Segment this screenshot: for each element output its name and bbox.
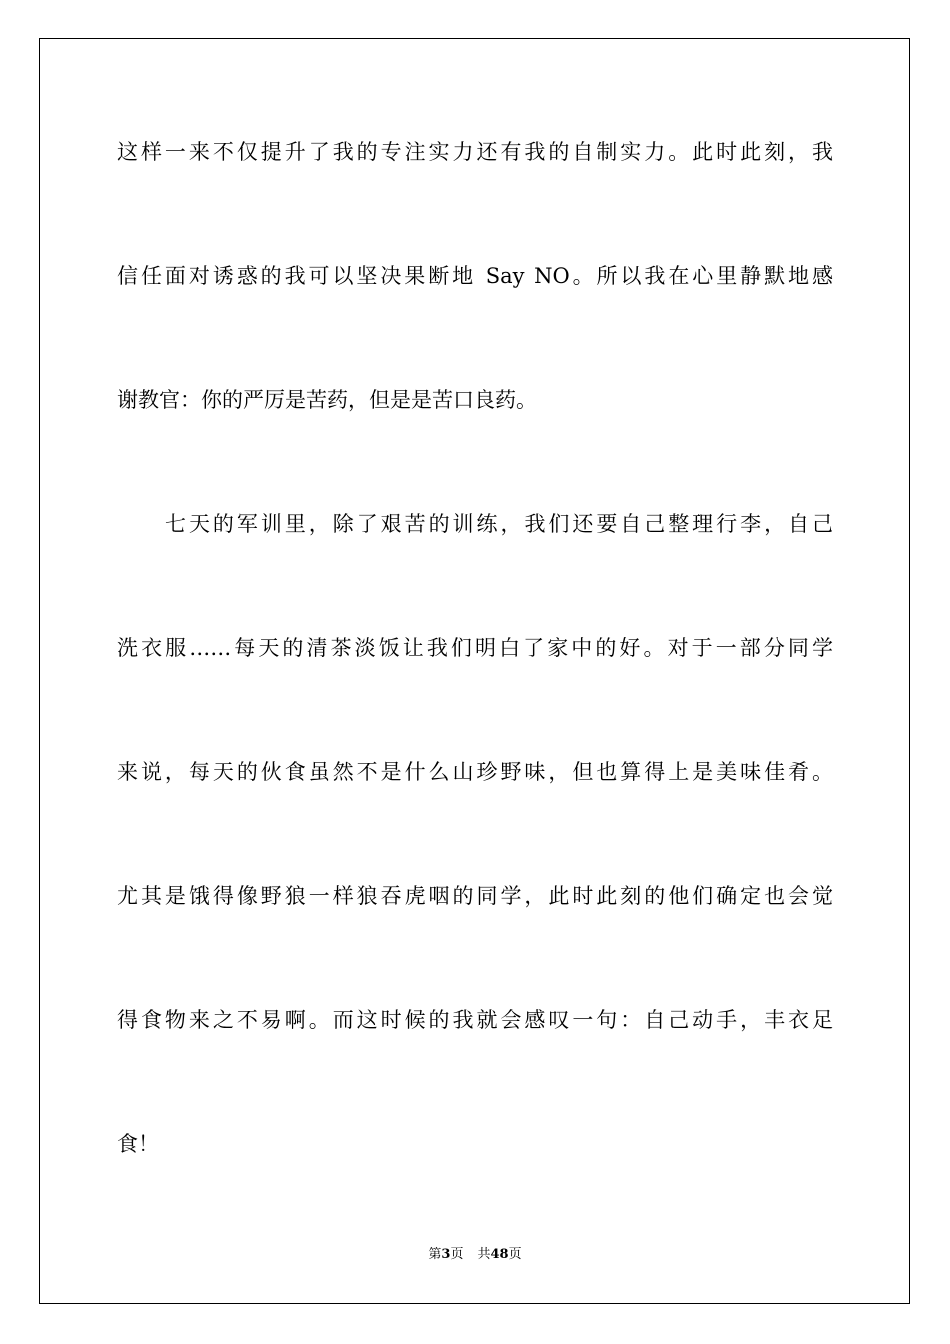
paragraph-line-7: 尤其是饿得像野狼一样狼吞虎咽的同学，此时此刻的他们确定也会觉 — [117, 884, 833, 908]
footer-page-suffix: 页 — [450, 1247, 464, 1262]
footer-total-prefix: 共 — [477, 1247, 491, 1262]
paragraph-line-1: 这样一来不仅提升了我的专注实力还有我的自制实力。此时此刻，我 — [117, 140, 833, 164]
footer-page-prefix: 第 — [428, 1247, 442, 1262]
footer-total-suffix: 页 — [508, 1247, 522, 1262]
footer-page-number: 3 — [441, 1247, 451, 1262]
page-footer — [0, 1246, 950, 1264]
paragraph-line-8: 得食物来之不易啊。而这时候的我就会感叹一句：自己动手，丰衣足 — [117, 1008, 833, 1032]
paragraph-line-4: 七天的军训里，除了艰苦的训练，我们还要自己整理行李，自己 — [165, 512, 833, 536]
paragraph-line-2: 信任面对诱惑的我可以坚决果断地 Say NO。所以我在心里静默地感 — [117, 264, 833, 288]
paragraph-line-3: 谢教官：你的严厉是苦药，但是是苦口良药。 — [117, 388, 537, 412]
paragraph-line-9: 食！ — [117, 1132, 159, 1156]
paragraph-line-6: 来说，每天的伙食虽然不是什么山珍野味，但也算得上是美味佳肴。 — [117, 760, 833, 784]
page-border — [39, 38, 910, 1304]
footer-total-pages: 48 — [490, 1247, 509, 1262]
paragraph-line-5: 洗衣服……每天的清茶淡饭让我们明白了家中的好。对于一部分同学 — [117, 636, 833, 660]
